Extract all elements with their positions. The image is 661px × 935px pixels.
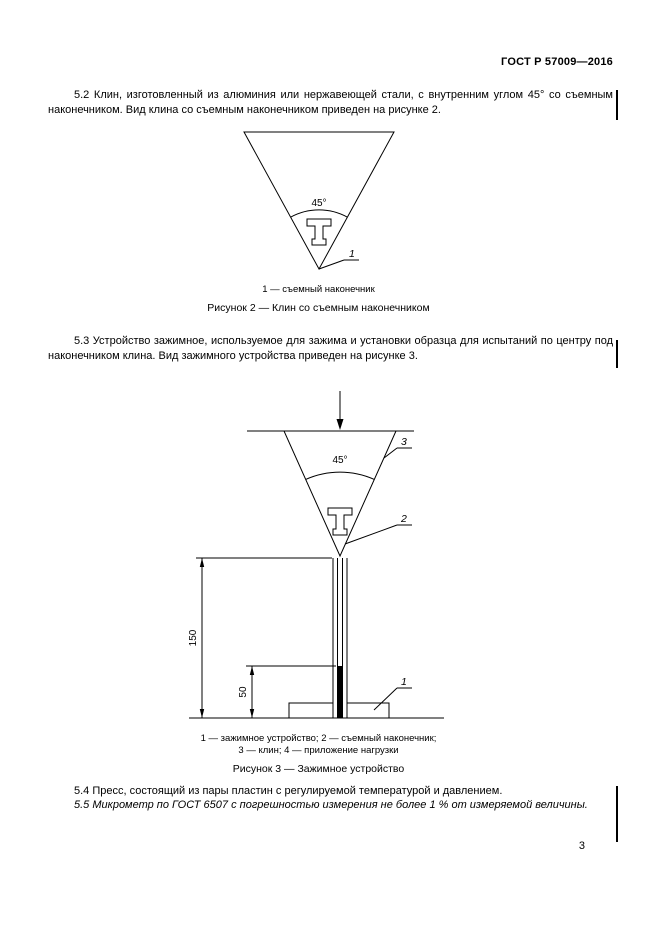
paragraph-5-2: 5.2 Клин, изготовленный из алюминия или нержавеющей стали, с внутренним углом 45° со съемным наконечником. Вид клина со съемным наконечником приведен на рисунке 2. [48,89,613,116]
change-bar [616,90,618,120]
wedge-outline [284,431,396,556]
specimen-bar [337,666,343,718]
paragraph-5-5: 5.5 Микрометр по ГОСТ 6507 с погрешностью измерения не более 1 % от измеряемой величины. [74,799,588,811]
figure-3-caption: Рисунок 3 — Зажимное устройство [232,763,405,775]
callout-1: 1 [348,248,355,260]
figure-2-legend: 1 — съемный наконечник [262,284,375,295]
figure-3-legend-line1: 1 — зажимное устройство; 2 — съемный наконечник; [200,733,437,744]
angle-label: 45° [331,455,348,466]
angle-arc [290,210,347,217]
change-bar [616,786,618,842]
figure-2-drawing [154,126,484,276]
doc-number: ГОСТ Р 57009—2016 [501,56,613,68]
dim-50-arrow-top-icon [249,666,253,675]
figure-2-caption: Рисунок 2 — Клин со съемным наконечником [207,302,430,314]
load-arrow-head-icon [336,419,343,430]
angle-arc [305,472,374,479]
figure-3 [0,385,649,775]
dim-150-arrow-top-icon [199,558,203,567]
page-number: 3 [578,840,585,852]
change-bar [616,340,618,368]
dim-150-arrow-bottom-icon [199,709,203,718]
removable-tip-profile-icon [307,219,331,245]
removable-tip-profile-icon [328,508,352,535]
callout-1-leader [374,688,397,710]
callout-2: 2 [400,513,407,525]
callout-1: 1 [400,676,407,688]
dim-150-label: 150 [187,629,199,647]
dim-50-label: 50 [237,686,249,698]
angle-label: 45° [310,198,327,209]
callout-3: 3 [400,436,407,448]
figure-2 [0,126,649,314]
paragraph-5-3: 5.3 Устройство зажимное, используемое для зажима и установки образца для испытаний по центру под наконечником клина. Вид зажимного устройства приведен на рисунке 3. [48,335,613,362]
figure-3-drawing [154,385,484,725]
dim-50-arrow-bottom-icon [249,709,253,718]
paragraph-5-4: 5.4 Пресс, состоящий из пары пластин с регулируемой температурой и давлением. [74,785,503,797]
figure-3-legend-line2: 3 — клин; 4 — приложение нагрузки [238,745,399,756]
